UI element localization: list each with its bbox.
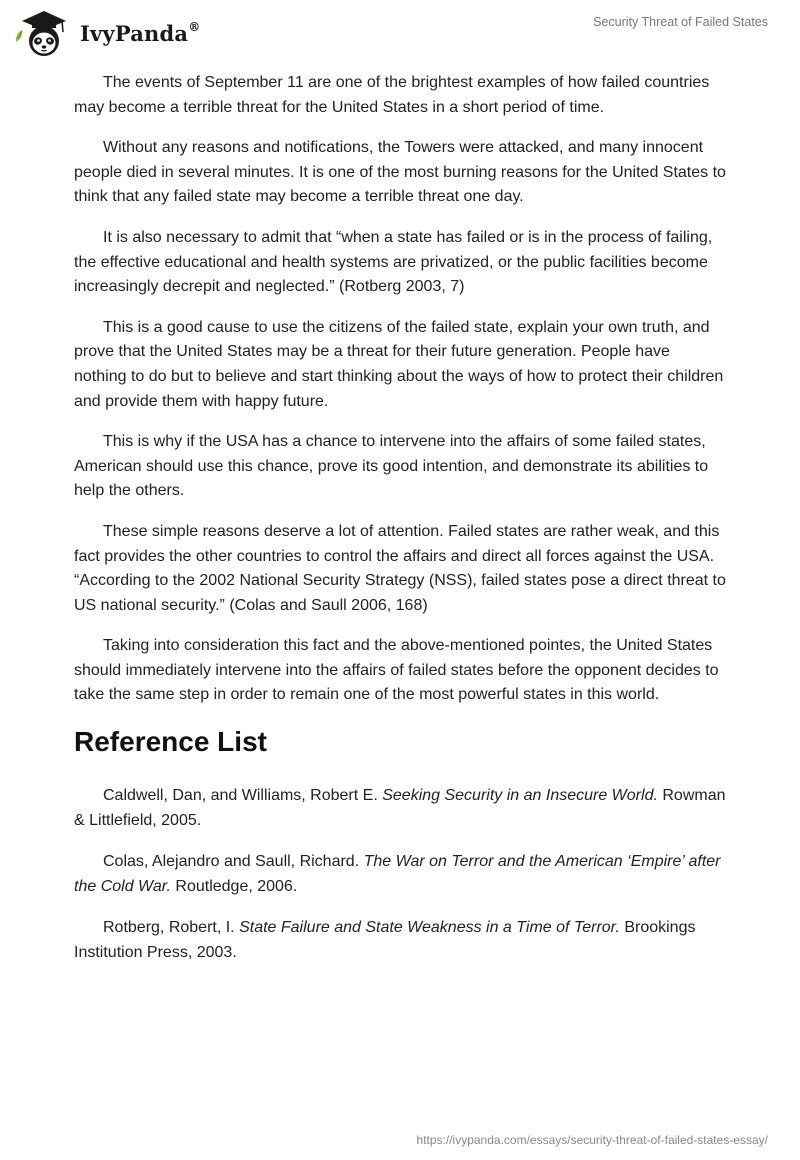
page-header bbox=[0, 0, 800, 70]
registered-mark: ® bbox=[188, 19, 201, 34]
reference-item bbox=[74, 916, 726, 965]
panda-logo-icon bbox=[14, 8, 74, 58]
body-paragraph: Taking into consideration this fact and the above-mentioned pointes, the United States should immediately intervene into the affairs of failed states before the opponent decides to take the same step in order to remain one of the most powerful states in this world. bbox=[74, 637, 719, 704]
body-paragraph: This is why if the USA has a chance to intervene into the affairs of some failed states, American should use this chance, prove its good intention, and demonstrate its abilities to help the others. bbox=[74, 433, 709, 500]
essay-content bbox=[74, 71, 726, 983]
reference-list-heading: Reference List bbox=[74, 726, 267, 758]
body-paragraph: These simple reasons deserve a lot of attention. Failed states are rather weak, and this fact provides the other countries to control the affairs and direct all forces against the USA. “According to the 2002 National Security Strategy (NSS), failed states pose a direct threat to US national security.” (Colas and Saull 2006, 168) bbox=[74, 522, 726, 614]
reference-title: Seeking Security in an Insecure World. bbox=[382, 787, 658, 805]
document-title: Security Threat of Failed States bbox=[593, 15, 768, 29]
reference-authors: Colas, Alejandro and Saull, Richard. bbox=[103, 853, 360, 871]
body-paragraph: The events of September 11 are one of the brightest examples of how failed countries may become a terrible threat for the United States in a short period of time. bbox=[74, 74, 710, 116]
reference-authors: Caldwell, Dan, and Williams, Robert E. bbox=[103, 787, 378, 805]
reference-publisher: Brookings Institution Press, 2003. bbox=[74, 919, 696, 962]
logo-wordmark bbox=[80, 21, 200, 46]
ivypanda-logo[interactable] bbox=[14, 8, 200, 58]
body-paragraph: Without any reasons and notifications, the Towers were attacked, and many innocent people died in several minutes. It is one of the most burning reasons for the United States to think that any failed state may become a terrible threat one day. bbox=[74, 139, 726, 206]
body-paragraph: This is a good cause to use the citizens of the failed state, explain your own truth, and prove that the United States may be a threat for their future generation. People have nothing to do but to believe and start thinking about the ways of how to protect their children and provide them with happy future. bbox=[74, 318, 724, 410]
reference-title: The War on Terror and the American ‘Empire’ after the Cold War. bbox=[74, 853, 721, 895]
reference-title: State Failure and State Weakness in a Time of Terror. bbox=[239, 919, 620, 937]
brand-name: IvyPanda bbox=[80, 20, 189, 46]
reference-publisher: Rowman & Littlefield, 2005. bbox=[74, 787, 726, 829]
body-paragraph: It is also necessary to admit that “when a state has failed or is in the process of failing, the effective educational and health systems are privatized, or the public facilities become increasingly decrepit and neglected.” (Rotberg 2003, 7) bbox=[74, 228, 713, 296]
reference-item bbox=[74, 850, 726, 899]
source-url-link[interactable]: https://ivypanda.com/essays/security-threat-of-failed-states-essay/ bbox=[416, 1133, 768, 1147]
reference-authors: Rotberg, Robert, I. bbox=[103, 919, 235, 937]
reference-item bbox=[74, 784, 726, 833]
reference-publisher: Routledge, 2006. bbox=[175, 877, 298, 895]
